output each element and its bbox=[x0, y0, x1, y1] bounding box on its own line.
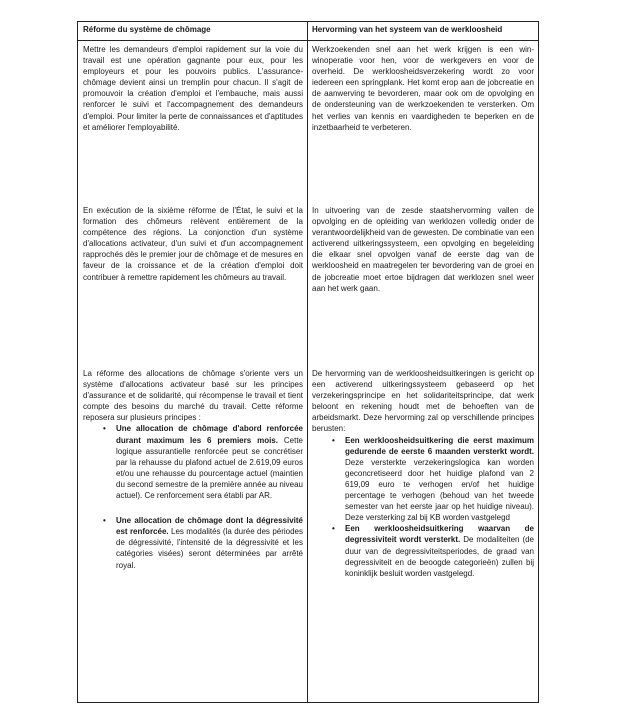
section3-fr bbox=[83, 368, 303, 571]
list-item bbox=[312, 523, 534, 578]
bullet-icon: • bbox=[103, 424, 106, 434]
header-divider bbox=[78, 40, 538, 41]
list-item bbox=[312, 435, 534, 524]
column-divider bbox=[307, 22, 308, 702]
section1-fr bbox=[83, 44, 303, 133]
section3-fr-list bbox=[83, 423, 303, 570]
bullet-icon: • bbox=[332, 524, 335, 534]
section2-fr-text: En exécution de la sixième réforme de l'État, le suivi et la formation des chômeurs relèvent entièrement de la compétence des régions. La conjonction d'un système d'allocations activateur, d'un suivi et d'un accompagnement rapprochés dès le premier jour de chômage et de mesures en faveur de la croissance et de la création d'emploi doit contribuer à remettre rapidement les chômeurs au travail. bbox=[83, 206, 303, 282]
list-item bbox=[83, 515, 303, 570]
list-item-heading: Een werkloosheidsuitkering die eerst maximum gedurende de eerste 6 maanden versterkt wordt. bbox=[345, 435, 534, 456]
section1-fr-text: Mettre les demandeurs d'emploi rapidement sur la voie du travail est une opération gagnante pour eux, pour les employeurs et pour les pouvoirs publics. L'assurance-chômage devient ainsi un tremplin pour chacun. Il s'agit de promouvoir la création d'emploi et l'embauche, mais aussi renforcer le suivi et l'accompagnement des demandeurs d'emploi. Pour limiter la perte de connaissances et d'aptitudes et améliorer l'employabilité. bbox=[83, 45, 303, 132]
list-item-text: Deze versterkte verzekeringslogica kan worden geconcretiseerd door het huidige plafond van 2 619,09 euro te verhogen en/of het huidige percentage te verhogen (behoud van het tweede semester van het eerste jaar op het huidige niveau). Deze versterking zal bij KB worden vastgelegd bbox=[345, 457, 534, 523]
list-item-heading: Une allocation de chômage dont la dégressivité est renforcée. bbox=[116, 516, 303, 537]
list-spacer bbox=[83, 501, 303, 515]
section3-nl-intro: De hervorming van de werkloosheidsuitkeringen is gericht op een activerend uitkeringssysteem gebaseerd op het verzekeringsprincipe en het solidariteitsprincipe, dat werk beloont en rekening houdt met de behoeften van de arbeidsmarkt. Deze hervorming zal op verschillende principes berusten: bbox=[312, 369, 534, 434]
section3-nl bbox=[312, 368, 534, 579]
bilingual-table bbox=[77, 21, 539, 703]
bullet-icon: • bbox=[332, 435, 335, 445]
section1-nl bbox=[312, 44, 534, 133]
header-nl: Hervorming van het systeem van de werkloosheid bbox=[312, 25, 503, 34]
list-item-heading: Une allocation de chômage d'abord renforcée durant maximum les 6 premiers mois. bbox=[116, 424, 303, 445]
section3-fr-intro: La réforme des allocations de chômage s'oriente vers un système d'allocations activateur basé sur les principes d'assurance et de solidarité, qui récompense le travail et tient compte des besoins du marché du travail. Cette réforme reposera sur plusieurs principes : bbox=[83, 369, 303, 423]
list-item-text: De modaliteiten (de duur van de degressiviteitsperiodes, de graad van degressiviteit en de beoogde categorieën) zullen bij koninklijk besluit worden vastgelegd. bbox=[345, 535, 535, 578]
section2-fr bbox=[83, 205, 303, 283]
section1-nl-text: Werkzoekenden snel aan het werk krijgen is een win-winoperatie voor hen, voor de werkgevers en voor de overheid. De werkloosheidsverzekering wordt zo voor iedereen een springplank. Het komt erop aan de jobcreatie en de aanwerving te bevorderen, maar ook om de opvolging en de ondersteuning van de werkzoekenden te versterken. Om het verlies van kennis en vaardigheden te beperken en de inzetbaarheid te verbeteren. bbox=[312, 45, 534, 132]
bullet-icon: • bbox=[103, 516, 106, 526]
list-item bbox=[83, 423, 303, 501]
section3-nl-list bbox=[312, 435, 534, 579]
section2-nl bbox=[312, 205, 534, 294]
section2-nl-text: In uitvoering van de zesde staatshervorming vallen de opvolging en de opleiding van werklozen volledig onder de verantwoordelijkheid van de gewesten. De combinatie van een activerend uitkeringssysteem, een opvolging en begeleiding die elkaar snel opvolgen vanaf de eerste dag van de werkloosheid en maatregelen ter bevordering van de groei en de jobcreatie moet ertoe bijdragen dat werklozen snel weer aan het werk gaan. bbox=[312, 206, 534, 293]
list-item-text: Cette logique assurantielle renforcée peut se concrétiser par la rehausse du plafond actuel de 2.619,09 euros et/ou une rehausse du pourcentage actuel (maintien du second semestre de la première année au niveau actuel). Ce renforcement sera établi par AR. bbox=[116, 435, 304, 501]
list-item-heading: Een werkloosheidsuitkering waarvan de degressiviteit wordt versterkt. bbox=[345, 524, 534, 545]
header-fr: Réforme du système de chômage bbox=[83, 25, 211, 34]
list-item-text: Les modalités (la durée des périodes de dégressivité, l'intensité de la dégressivité et les catégories visées) seront déterminées par arrêté royal. bbox=[116, 527, 304, 570]
